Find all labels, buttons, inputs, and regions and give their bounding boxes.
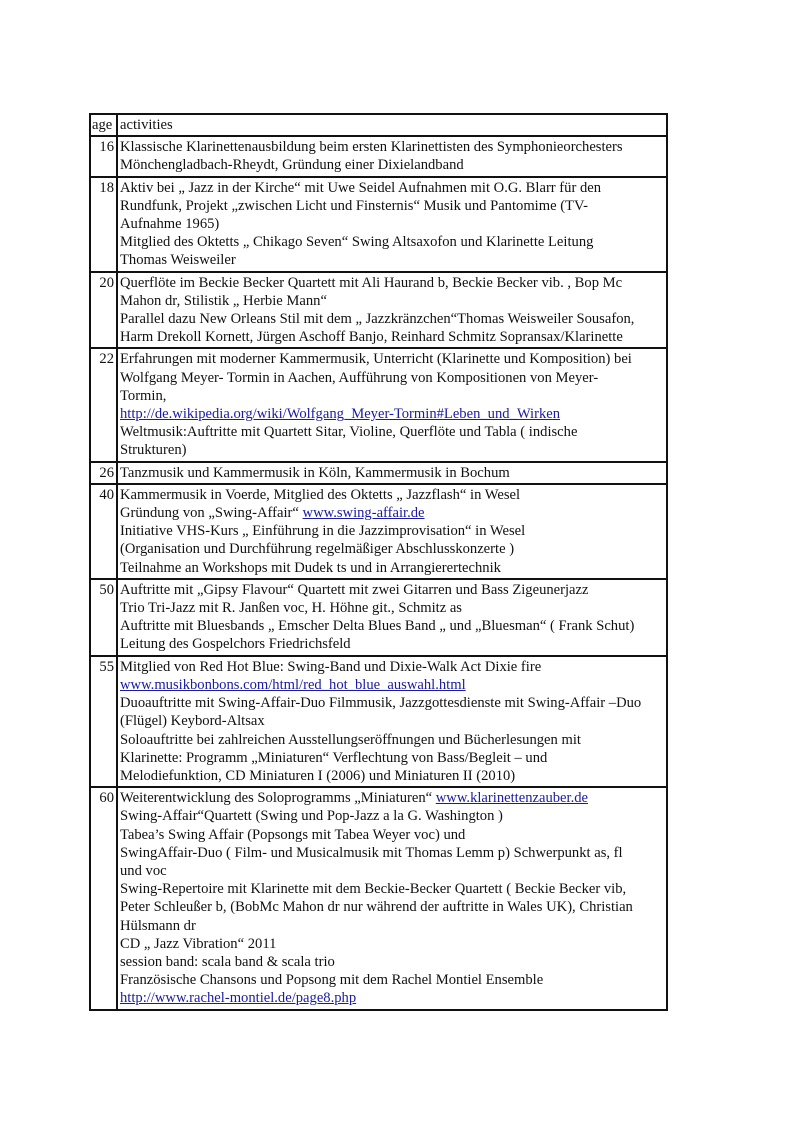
activities-cell [117,656,667,787]
activity-line [120,789,664,807]
activity-text: Querflöte im Beckie Becker Quartett mit Ali Haurand b, Beckie Becker vib. , Bop Mc [120,274,623,291]
activity-text: Rundfunk, Projekt „zwischen Licht und Finsternis“ Musik und Pantomime (TV- [120,197,589,214]
activities-cell [117,177,667,272]
activity-text: Französische Chansons und Popsong mit dem Rachel Montiel Ensemble [120,972,544,989]
activity-text: Tormin, [120,387,167,404]
activity-line [120,953,664,971]
table-row [90,579,667,656]
activity-text: Trio Tri-Jazz mit R. Janßen voc, H. Höhne git., Schmitz as [120,600,462,617]
activity-line [120,599,664,617]
age-cell: 18 [90,177,117,272]
activity-line [120,197,664,215]
activity-line [120,251,664,269]
activity-text: Tanzmusik und Kammermusik in Köln, Kammermusik in Bochum [120,464,510,481]
activity-line [120,559,664,577]
activity-line [120,504,664,522]
activity-text: Mönchengladbach-Rheydt, Gründung einer Dixielandband [120,157,464,174]
activity-line [120,694,664,712]
activity-line [120,405,664,423]
activity-line [120,215,664,233]
activity-text: Hülsmann dr [120,917,196,934]
activity-text: Auftritte mit Bluesbands „ Emscher Delta Blues Band „ und „Bluesman“ ( Frank Schut) [120,618,635,635]
age-cell: 50 [90,579,117,656]
activity-line [120,310,664,328]
table-row [90,177,667,272]
activity-text: session band: scala band & scala trio [120,953,335,970]
hyperlink[interactable]: http://www.rachel-montiel.de/page8.php [120,990,357,1007]
activities-cell [117,136,667,176]
table-row [90,462,667,484]
activity-line [120,233,664,251]
activity-text: Kammermusik in Voerde, Mitglied des Oktetts „ Jazzflash“ in Wesel [120,486,521,503]
activity-text: Klassische Klarinettenausbildung beim ersten Klarinettisten des Symphonieorchesters [120,139,623,156]
activity-text: Peter Schleußer b, (BobMc Mahon dr nur während der auftritte in Wales UK), Christian [120,899,633,916]
age-cell: 26 [90,462,117,484]
age-cell: 22 [90,348,117,461]
activity-line [120,369,664,387]
activity-text: Harm Drekoll Kornett, Jürgen Aschoff Banjo, Reinhard Schmitz Sopransax/Klarinette [120,329,623,346]
activities-cell [117,348,667,461]
activity-line [120,274,664,292]
activity-line [120,617,664,635]
activities-cell [117,272,667,349]
activity-text: Thomas Weisweiler [120,252,236,269]
activity-text: Mahon dr, Stilistik „ Herbie Mann“ [120,292,327,309]
activity-line [120,387,664,405]
activity-text: Swing-Repertoire mit Klarinette mit dem Beckie-Becker Quartett ( Beckie Becker vib, [120,881,627,898]
activity-text: Aktiv bei „ Jazz in der Kirche“ mit Uwe Seidel Aufnahmen mit O.G. Blarr für den [120,179,602,196]
activity-text: CD „ Jazz Vibration“ 2011 [120,935,277,952]
activity-line [120,880,664,898]
activity-line [120,540,664,558]
activity-line [120,292,664,310]
activity-text: Soloauftritte bei zahlreichen Ausstellungseröffnungen und Bücherlesungen mit [120,731,581,748]
table-row [90,348,667,461]
hyperlink[interactable]: http://de.wikipedia.org/wiki/Wolfgang_Meyer-Tormin#Leben_und_Wirken [120,406,561,423]
activity-line [120,935,664,953]
activity-text: Melodiefunktion, CD Miniaturen I (2006) und Miniaturen II (2010) [120,767,516,784]
activity-text: Weltmusik:Auftritte mit Quartett Sitar, Violine, Querflöte und Tabla ( indische [120,424,578,441]
table-row [90,136,667,176]
hyperlink[interactable]: www.musikbonbons.com/html/red_hot_blue_auswahl.html [120,676,466,693]
table-row [90,272,667,349]
activity-line [120,826,664,844]
activity-line [120,441,664,459]
activity-line [120,635,664,653]
hyperlink[interactable]: www.swing-affair.de [302,505,425,522]
activity-line [120,350,664,368]
activity-line [120,862,664,880]
activities-cell [117,579,667,656]
age-cell: 20 [90,272,117,349]
activity-line [120,486,664,504]
activity-line [120,423,664,441]
activities-header: activities [117,114,667,136]
age-cell: 40 [90,484,117,579]
activity-text: Klarinette: Programm „Miniaturen“ Verflechtung von Bass/Begleit – und [120,749,548,766]
activity-line [120,731,664,749]
activity-line [120,917,664,935]
activity-text: Erfahrungen mit moderner Kammermusik, Unterricht (Klarinette und Komposition) bei [120,351,632,368]
activity-line [120,156,664,174]
activity-text: Tabea’s Swing Affair (Popsongs mit Tabea Weyer voc) und [120,826,466,843]
activity-text: (Flügel) Keybord-Altsax [120,713,265,730]
activity-line [120,971,664,989]
activity-line [120,807,664,825]
activity-line [120,844,664,862]
activity-line [120,138,664,156]
activity-line [120,464,664,482]
hyperlink[interactable]: www.klarinettenzauber.de [435,790,588,807]
activity-line [120,749,664,767]
table-row [90,484,667,579]
activity-text: Teilnahme an Workshops mit Dudek ts und in Arrangierertechnik [120,559,501,576]
activity-text: und voc [120,862,167,879]
activity-text: Weiterentwicklung des Soloprogramms „Miniaturen“ [120,790,436,807]
activities-table [89,113,668,1011]
activity-line [120,658,664,676]
table-row [90,787,667,1009]
age-cell: 55 [90,656,117,787]
activity-text: Auftritte mit „Gipsy Flavour“ Quartett mit zwei Gitarren und Bass Zigeunerjazz [120,581,589,598]
activity-text: SwingAffair-Duo ( Film- und Musicalmusik mit Thomas Lemm p) Schwerpunkt as, fl [120,844,623,861]
activities-cell [117,484,667,579]
activity-text: Swing-Affair“Quartett (Swing und Pop-Jazz a la G. Washington ) [120,808,503,825]
table-row [90,656,667,787]
activity-text: Duoauftritte mit Swing-Affair-Duo Filmmusik, Jazzgottesdienste mit Swing-Affair –Duo [120,695,642,712]
activity-line [120,767,664,785]
table-header-row [90,114,667,136]
activity-text: Mitglied von Red Hot Blue: Swing-Band und Dixie-Walk Act Dixie fire [120,658,542,675]
age-header: age [90,114,117,136]
activity-text: Leitung des Gospelchors Friedrichsfeld [120,636,351,653]
activity-line [120,898,664,916]
activity-text: Gründung von „Swing-Affair“ [120,505,303,522]
activity-text: (Organisation und Durchführung regelmäßiger Abschlusskonzerte ) [120,541,515,558]
activity-line [120,712,664,730]
activities-cell [117,462,667,484]
activity-text: Mitglied des Oktetts „ Chikago Seven“ Swing Altsaxofon und Klarinette Leitung [120,234,594,251]
age-cell: 60 [90,787,117,1009]
activity-line [120,179,664,197]
activity-text: Aufnahme 1965) [120,216,220,233]
activities-cell [117,787,667,1009]
activity-line [120,989,664,1007]
activity-text: Wolfgang Meyer- Tormin in Aachen, Aufführung von Kompositionen von Meyer- [120,369,599,386]
activity-line [120,328,664,346]
activity-line [120,676,664,694]
activity-text: Strukturen) [120,442,187,459]
activity-text: Parallel dazu New Orleans Stil mit dem „ Jazzkränzchen“Thomas Weisweiler Sousafon, [120,311,635,328]
activity-line [120,522,664,540]
activity-text: Initiative VHS-Kurs „ Einführung in die Jazzimprovisation“ in Wesel [120,523,526,540]
activity-line [120,581,664,599]
age-cell: 16 [90,136,117,176]
